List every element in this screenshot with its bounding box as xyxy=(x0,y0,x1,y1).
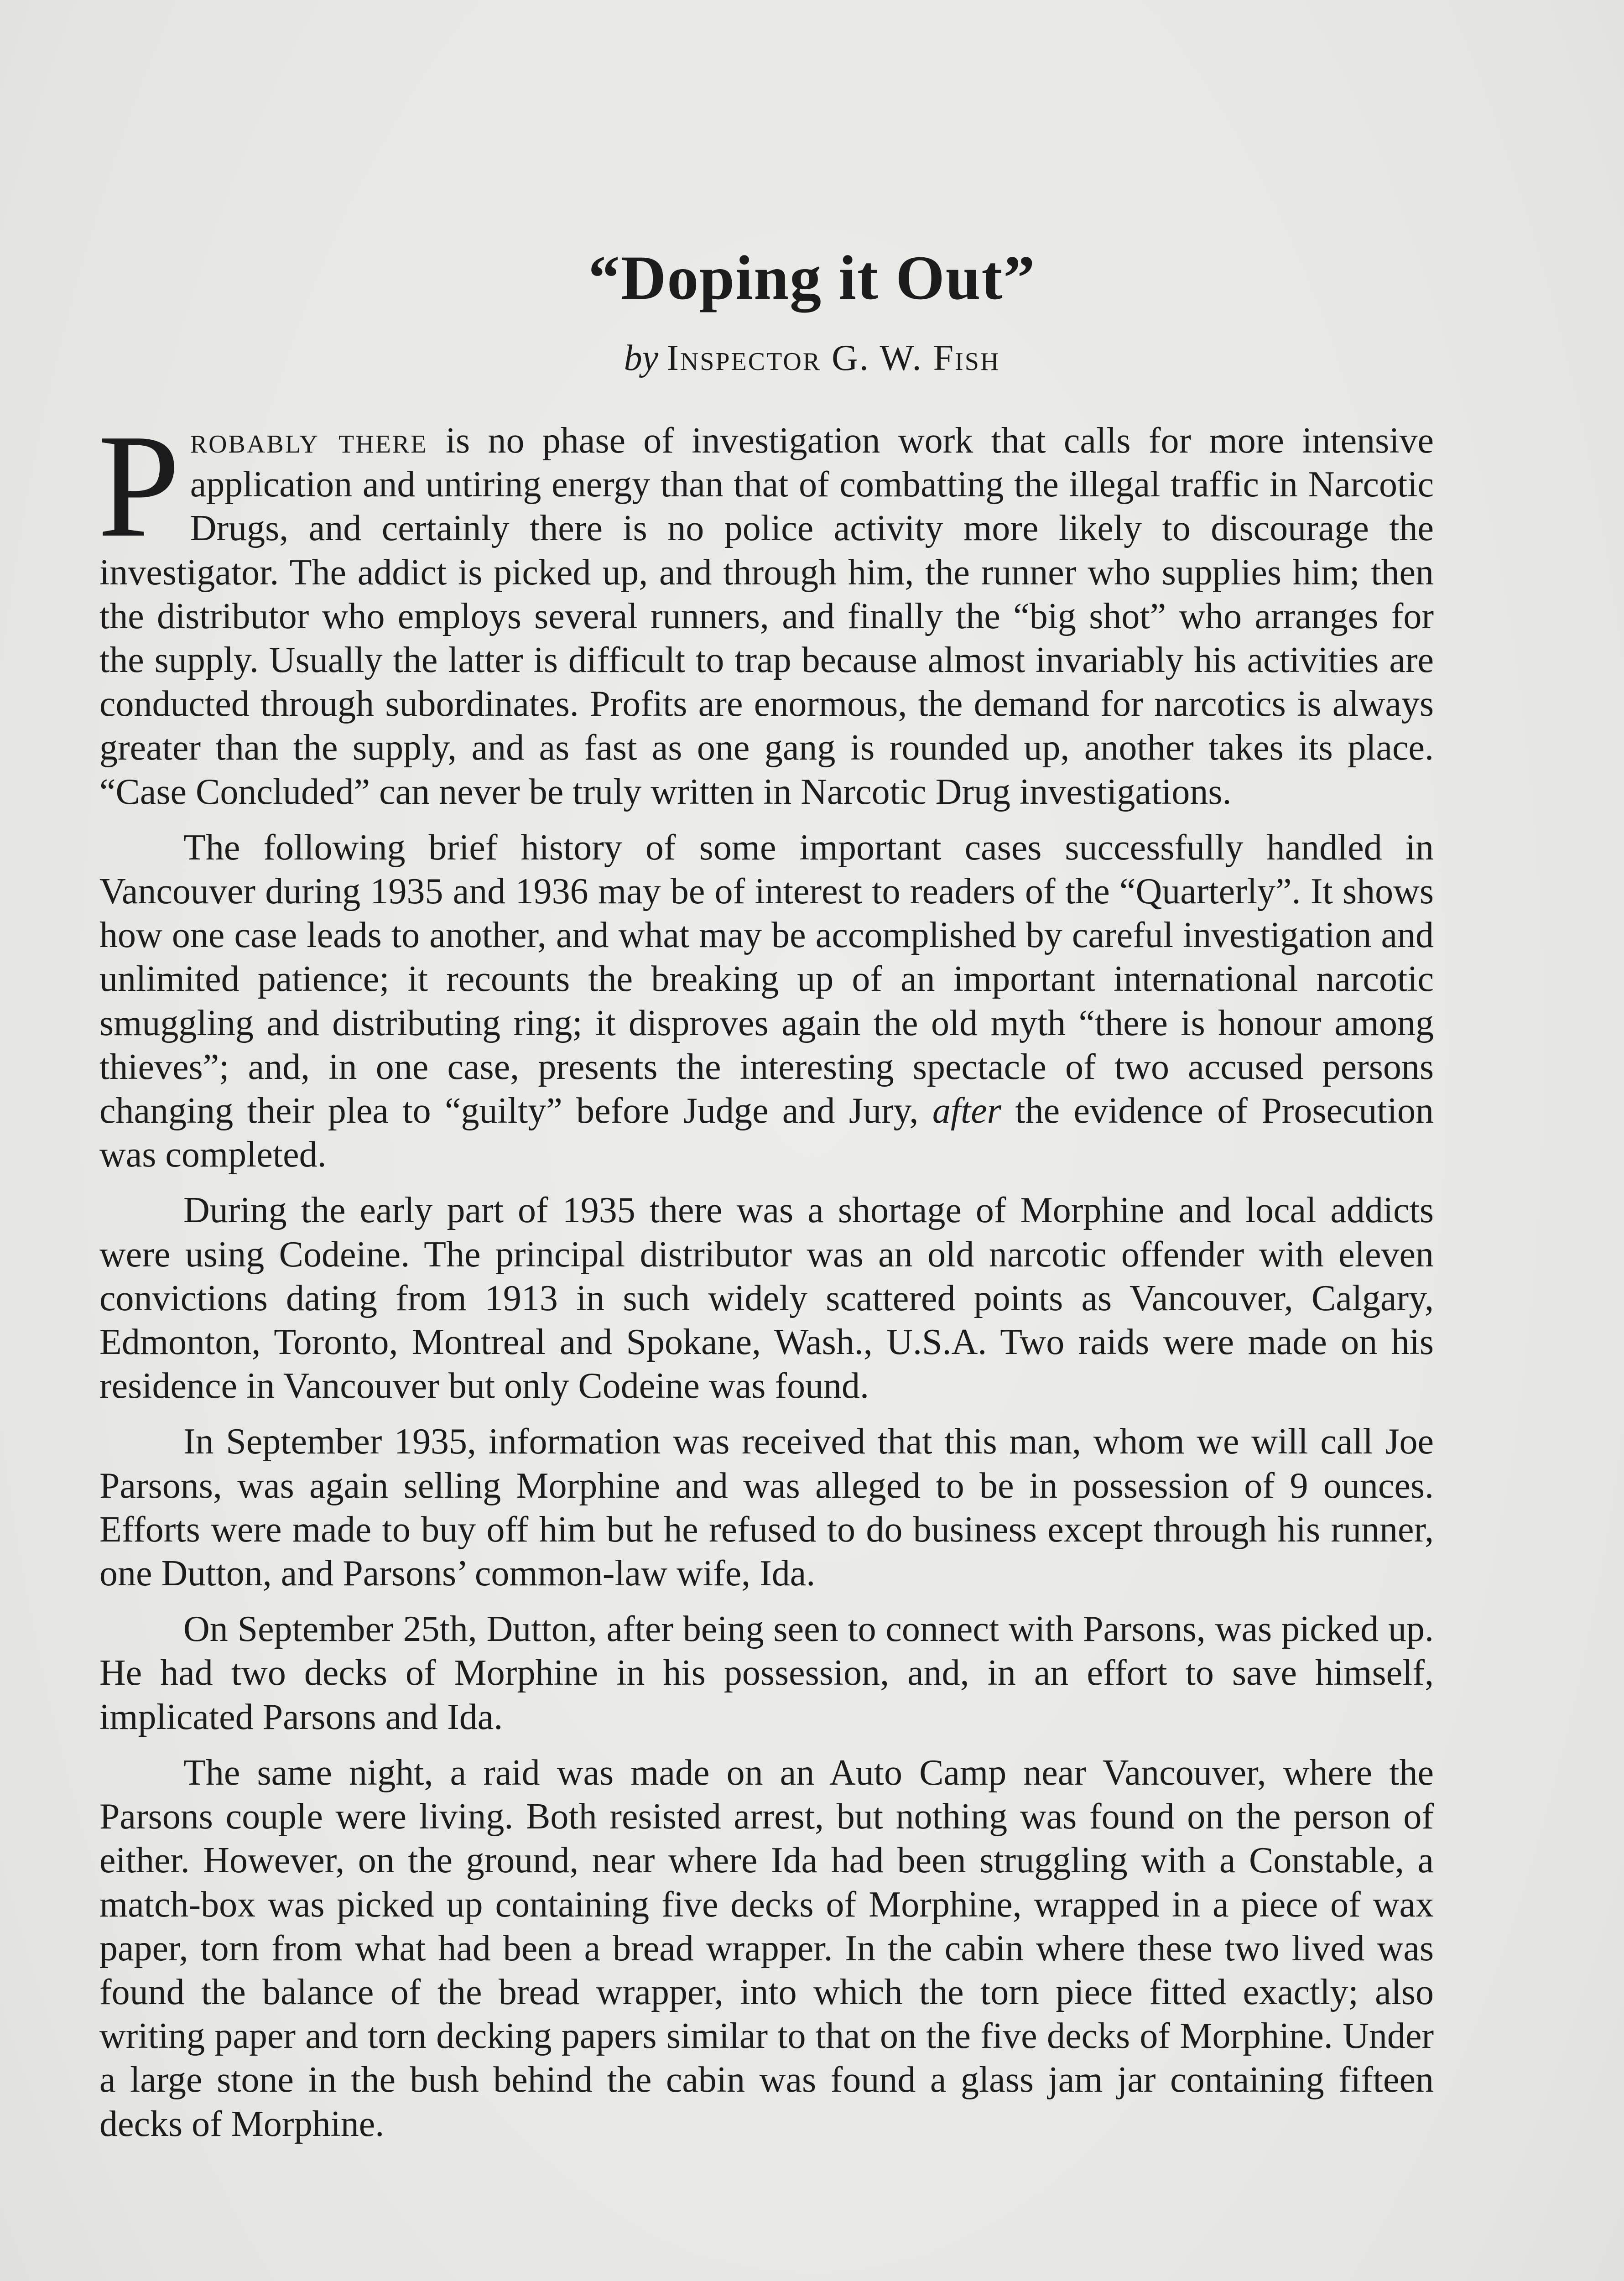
lead-in-smallcaps: robably there xyxy=(190,421,428,461)
article-body xyxy=(98,404,1434,2158)
paragraph-4: In September 1935, information was received that this man, whom we will call Joe Parsons, was again selling Morphine and was alleged to be in possession of 9 ounces. Efforts were made to buy off him but he refused to do business except through his runner, one Dutton, and Parsons’ common-law wife, Ida. xyxy=(99,1422,1434,1594)
article-title: “Doping it Out” xyxy=(588,243,1036,312)
byline xyxy=(0,340,1624,376)
paragraph-1-text: is no phase of investigation work that calls for more intensive application and untiring energy than that of combatting the illegal traffic in Narcotic Drugs, and certainly there is no police activity more likely to discourage the investigator. The addict is picked up, and through him, the runner who supplies him; then the distributor who employs several runners, and finally the “big shot” who arranges for the supply. Usually the latter is difficult to trap because almost invariably his activities are conducted through subordinates. Profits are enormous, the demand for narcotics is always greater than the supply, and as fast as one gang is rounded up, another takes its place. “Case Concluded” can never be truly written in Narcotic Drug investigations. xyxy=(99,421,1434,812)
author-name: Inspector G. W. Fish xyxy=(666,338,1000,378)
paragraph-2-italic: after xyxy=(932,1091,1001,1131)
paragraph-2-text-b: the evidence of Prosecution was completed. xyxy=(99,1091,1434,1175)
paragraph-1 xyxy=(98,404,1434,814)
paragraph-3: During the early part of 1935 there was a shortage of Morphine and local addicts were using Codeine. The principal distributor was an old narcotic offender with eleven convictions dating from 1913 in such widely scattered points as Vancouver, Calgary, Edmonton, Toronto, Montreal and Spokane, Wash., U.S.A. Two raids were made on his residence in Vancouver but only Codeine was found. xyxy=(99,1190,1434,1406)
drop-cap: P xyxy=(98,404,180,568)
paragraph-5: On September 25th, Dutton, after being seen to connect with Parsons, was picked up. He had two decks of Morphine in his possession, and, in an effort to save himself, implicated Parsons and Ida. xyxy=(99,1609,1434,1737)
paragraph-6: The same night, a raid was made on an Auto Camp near Vancouver, where the Parsons couple were living. Both resisted arrest, but nothing was found on the person of either. However, on the ground, near where Ida had been struggling with a Constable, a match-box was picked up containing five decks of Morphine, wrapped in a piece of wax paper, torn from what had been a bread wrapper. In the cabin where these two lived was found the balance of the bread wrapper, into which the torn piece fitted exactly; also writing paper and torn decking papers similar to that on the five decks of Morphine. Under a large stone in the bush behind the cabin was found a glass jam jar containing fifteen decks of Morphine. xyxy=(99,1752,1434,2144)
paragraph-2 xyxy=(99,826,1434,1177)
paragraph-2-text-a: The following brief history of some important cases successfully handled in Vancouver during 1935 and 1936 may be of interest to readers of the “Quarterly”. It shows how one case leads to another, and what may be accomplished by careful investigation and unlimited patience; it recounts the breaking up of an important international narcotic smuggling and distributing ring; it disproves again the old myth “there is honour among thieves”; and, in one case, presents the interesting spectacle of two accused persons changing their plea to “guilty” before Judge and Jury, xyxy=(99,827,1434,1131)
byline-prefix: by xyxy=(624,338,659,378)
